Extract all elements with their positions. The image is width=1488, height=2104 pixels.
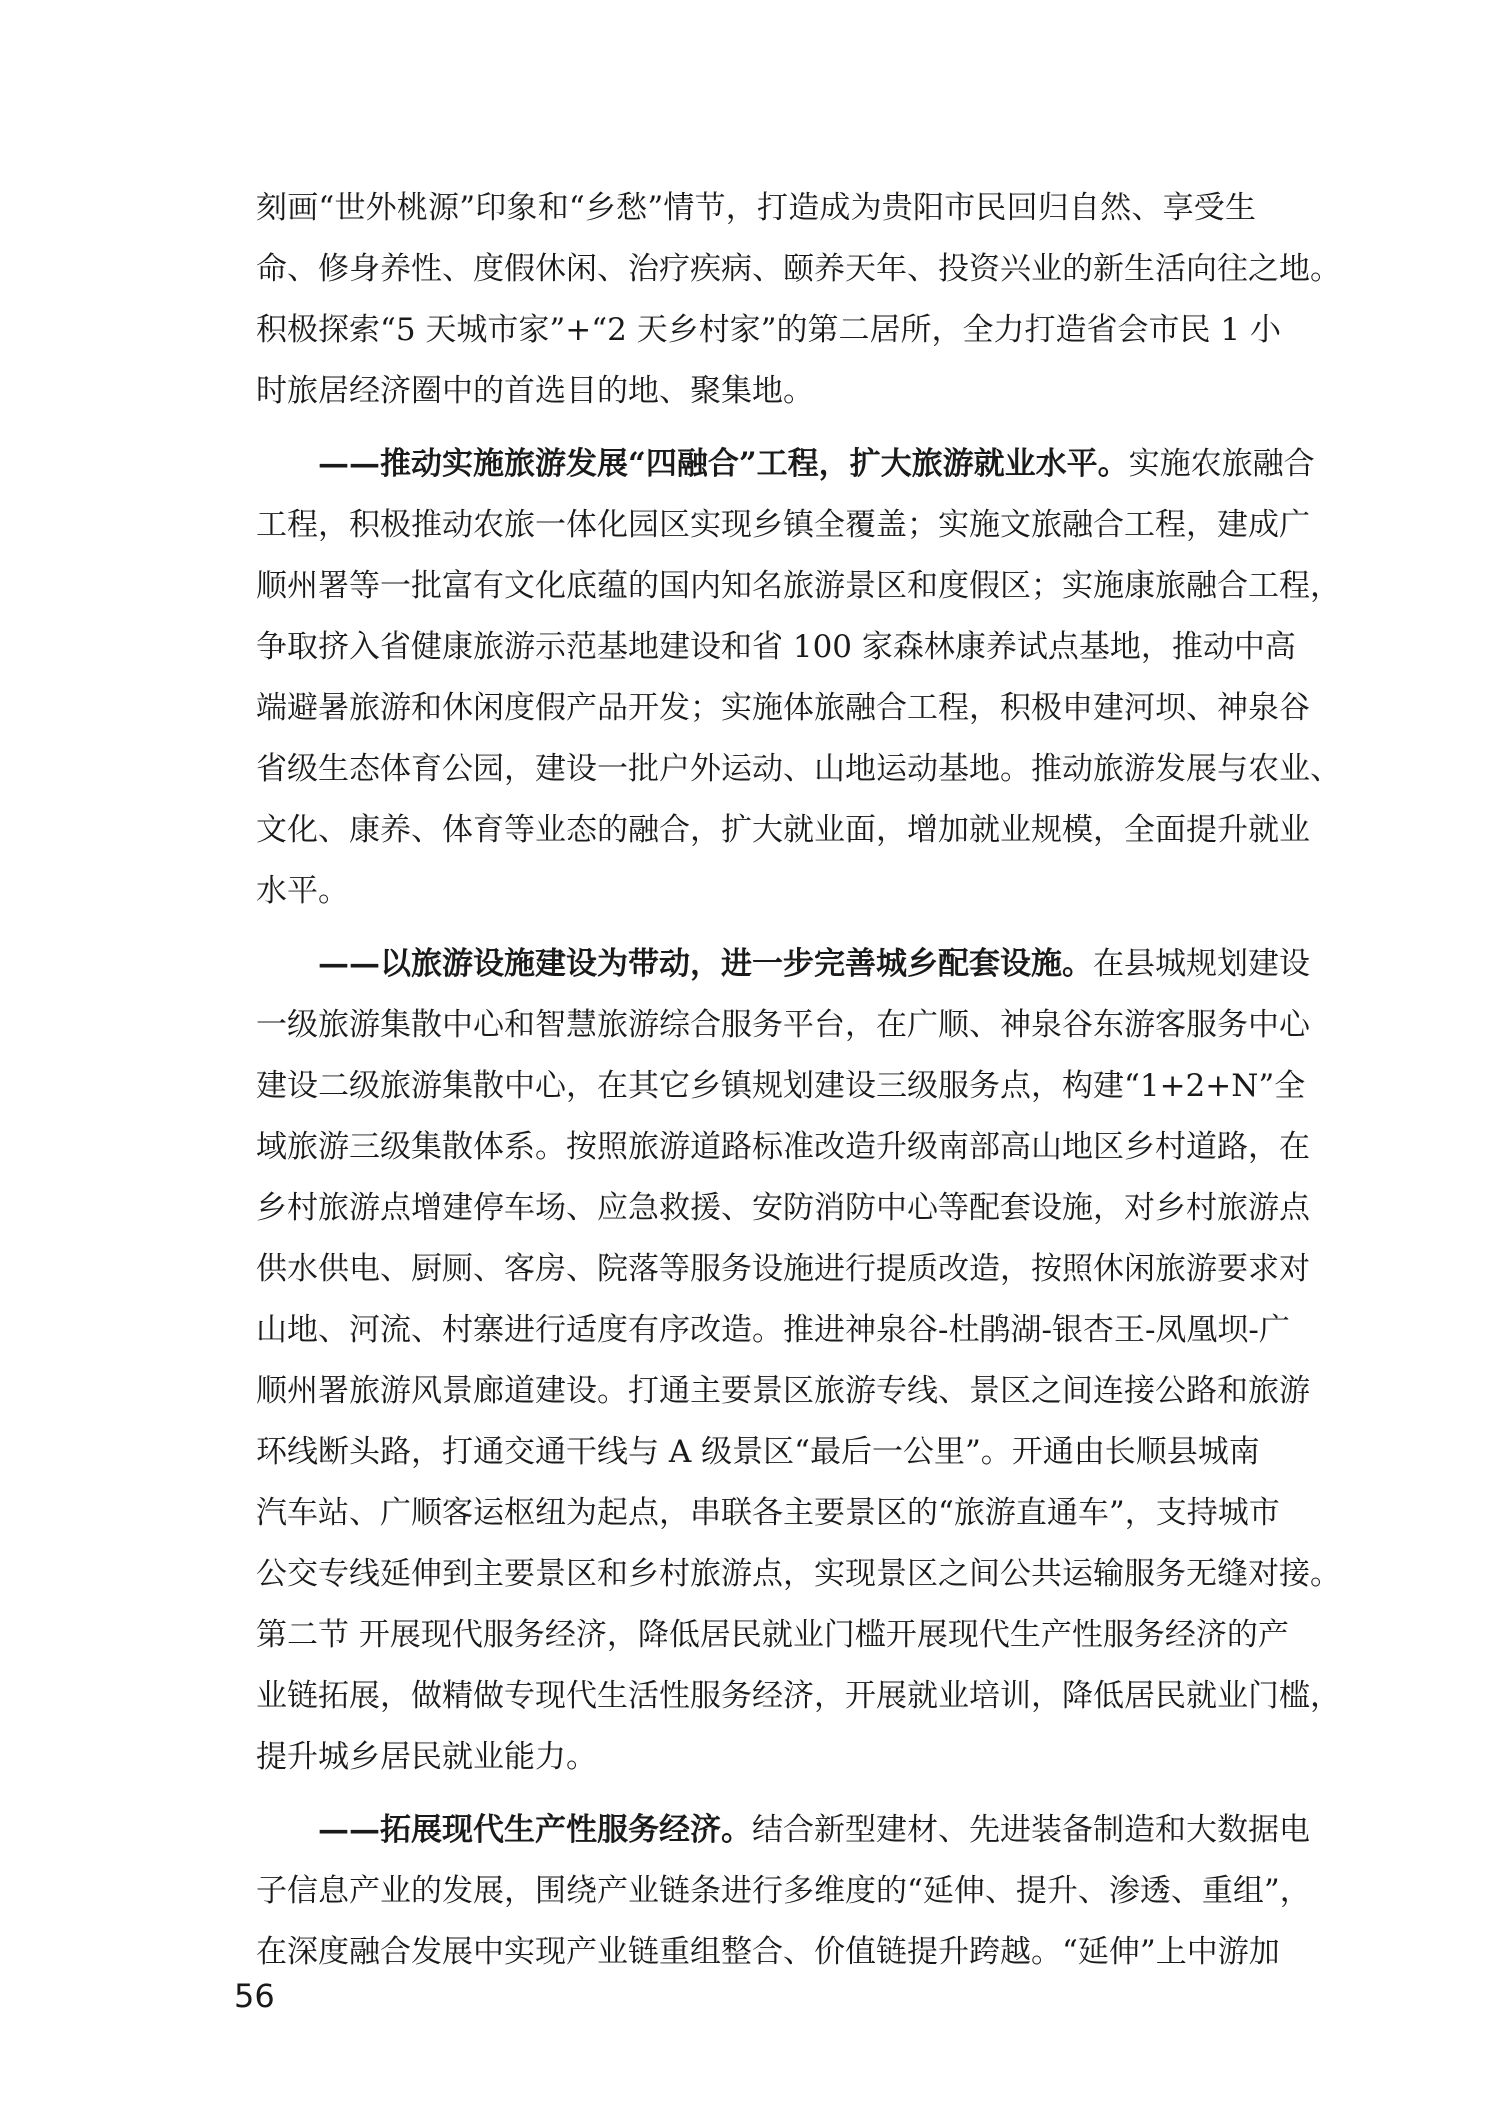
paragraph-first-line (256, 1800, 1310, 1861)
paragraph-lead: ——以旅游设施建设为带动，进一步完善城乡配套设施。 (318, 946, 1093, 982)
text-line: 汽车站、广顺客运枢纽为起点，串联各主要景区的“旅游直通车”，支持城市 (256, 1495, 1280, 1531)
text-run: 实施农旅融合 (1128, 446, 1315, 482)
text-line: 顺州署等一批富有文化底蕴的国内知名旅游景区和度假区；实施康旅融合工程， (256, 568, 1341, 604)
text-line: 端避暑旅游和休闲度假产品开发；实施体旅融合工程，积极申建河坝、神泉谷 (256, 690, 1310, 726)
text-line: 山地、河流、村寨进行适度有序改造。推进神泉谷-杜鹃湖-银杏王-凤凰坝-广 (256, 1312, 1290, 1348)
text-line: 建设二级旅游集散中心，在其它乡镇规划建设三级服务点，构建“1+2+N”全 (256, 1068, 1306, 1104)
text-run: 在县城规划建设 (1093, 946, 1310, 982)
page-number: 56 (234, 1977, 275, 2015)
text-line: 工程，积极推动农旅一体化园区实现乡镇全覆盖；实施文旅融合工程，建成广 (256, 507, 1310, 543)
text-line: 刻画“世外桃源”印象和“乡愁”情节，打造成为贵阳市民回归自然、享受生 (256, 190, 1256, 226)
section-heading-line: 第二节 开展现代服务经济，降低居民就业门槛开展现代生产性服务经济的产 (256, 1617, 1289, 1653)
text-line: 省级生态体育公园，建设一批户外运动、山地运动基地。推动旅游发展与农业、 (256, 751, 1341, 787)
text-line: 争取挤入省健康旅游示范基地建设和省 100 家森林康养试点基地，推动中高 (256, 629, 1296, 665)
paragraph-first-line (256, 434, 1315, 495)
text-line: 乡村旅游点增建停车场、应急救援、安防消防中心等配套设施，对乡村旅游点 (256, 1190, 1310, 1226)
text-line: 积极探索“5 天城市家”+“2 天乡村家”的第二居所，全力打造省会市民 1 小 (256, 312, 1281, 348)
text-line: 在深度融合发展中实现产业链重组整合、价值链提升跨越。“延伸”上中游加 (256, 1934, 1280, 1970)
text-run: 结合新型建材、先进装备制造和大数据电 (752, 1812, 1310, 1848)
text-line: 子信息产业的发展，围绕产业链条进行多维度的“延伸、提升、渗透、重组”， (256, 1873, 1311, 1909)
body-text (256, 178, 1341, 1983)
text-line: 一级旅游集散中心和智慧旅游综合服务平台，在广顺、神泉谷东游客服务中心 (256, 1007, 1310, 1043)
paragraph-3 (256, 934, 1341, 1788)
paragraph-first-line (256, 934, 1310, 995)
text-line: 时旅居经济圈中的首选目的地、聚集地。 (256, 373, 814, 409)
text-line: 提升城乡居民就业能力。 (256, 1739, 597, 1775)
paragraph-1 (256, 178, 1341, 422)
text-line: 公交专线延伸到主要景区和乡村旅游点，实现景区之间公共运输服务无缝对接。 (256, 1556, 1341, 1592)
text-line: 水平。 (256, 873, 349, 909)
text-line: 业链拓展，做精做专现代生活性服务经济，开展就业培训，降低居民就业门槛， (256, 1678, 1341, 1714)
paragraph-lead: ——拓展现代生产性服务经济。 (318, 1812, 752, 1848)
text-line: 环线断头路，打通交通干线与 A 级景区“最后一公里”。开通由长顺县城南 (256, 1434, 1260, 1470)
text-line: 域旅游三级集散体系。按照旅游道路标准改造升级南部高山地区乡村道路，在 (256, 1129, 1310, 1165)
text-line: 供水供电、厨厕、客房、院落等服务设施进行提质改造，按照休闲旅游要求对 (256, 1251, 1310, 1287)
paragraph-4 (256, 1800, 1311, 1983)
text-line: 命、修身养性、度假休闲、治疗疾病、颐养天年、投资兴业的新生活向往之地。 (256, 251, 1341, 287)
paragraph-lead: ——推动实施旅游发展“四融合”工程，扩大旅游就业水平。 (318, 446, 1129, 482)
text-line: 文化、康养、体育等业态的融合，扩大就业面，增加就业规模，全面提升就业 (256, 812, 1310, 848)
text-line: 顺州署旅游风景廊道建设。打通主要景区旅游专线、景区之间连接公路和旅游 (256, 1373, 1310, 1409)
paragraph-2 (256, 434, 1341, 922)
